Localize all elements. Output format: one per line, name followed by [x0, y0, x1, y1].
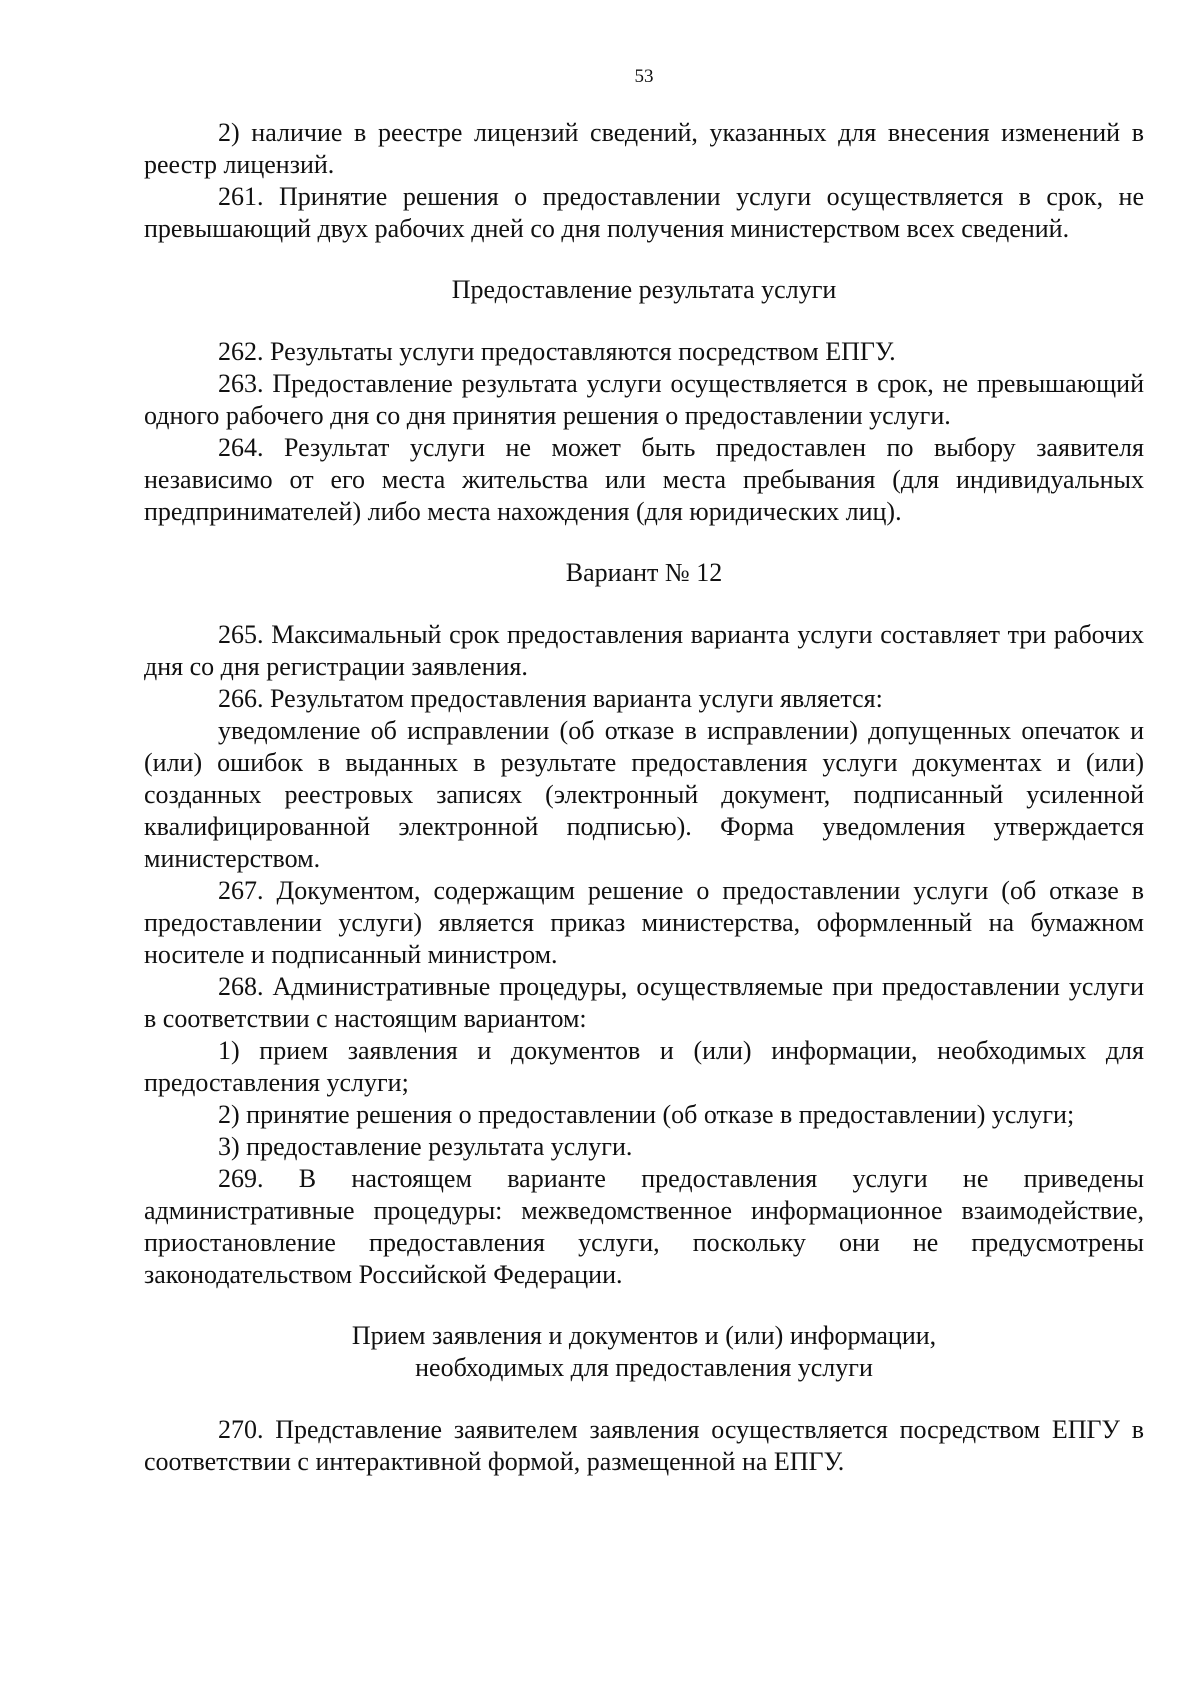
paragraph-269: 269. В настоящем варианте предоставления услуги не приведены административные процедуры: межведомственное информационное взаимодействие, приостановление предоставления услуги, поскольку они не предусмотрены законодательством Российской Федерации.	[144, 1164, 1144, 1289]
paragraph-266-notification: уведомление об исправлении (об отказе в исправлении) допущенных опечаток и (или) ошибок в выданных в результате предоставления услуги документах и (или) созданных реестровых записях (электронный документ, подписанный усиленной квалифицированной электронной подписью). Форма уведомления утверждается министерством.	[144, 716, 1144, 873]
heading-variant: Вариант № 12	[565, 558, 723, 587]
paragraph-268-item-3: 3) предоставление результата услуги.	[218, 1132, 633, 1161]
page-number: 53	[634, 66, 654, 87]
paragraph-268-item-2: 2) принятие решения о предоставлении (об отказе в предоставлении) услуги;	[218, 1100, 1075, 1129]
paragraph-268: 268. Административные процедуры, осуществляемые при предоставлении услуги в соответствии с настоящим вариантом:	[144, 972, 1144, 1033]
paragraph-263: 263. Предоставление результата услуги осуществляется в срок, не превышающий одного рабочего дня со дня принятия решения о предоставлении услуги.	[144, 369, 1144, 430]
paragraph-264: 264. Результат услуги не может быть предоставлен по выбору заявителя независимо от его места жительства или места пребывания (для индивидуальных предпринимателей) либо места нахождения (для юридических лиц).	[144, 433, 1144, 526]
heading-application-intake-line-1: Прием заявления и документов и (или) информации,	[351, 1321, 937, 1350]
document-body	[144, 117, 1144, 1478]
paragraph-item-2: 2) наличие в реестре лицензий сведений, указанных для внесения изменений в реестр лицензий.	[144, 118, 1144, 179]
paragraph-268-item-1: 1) прием заявления и документов и (или) информации, необходимых для предоставления услуги;	[144, 1036, 1144, 1097]
paragraph-266: 266. Результатом предоставления варианта услуги является:	[218, 684, 883, 713]
paragraph-267: 267. Документом, содержащим решение о предоставлении услуги (об отказе в предоставлении услуги) является приказ министерства, оформленный на бумажном носителе и подписанный министром.	[144, 876, 1144, 969]
heading-application-intake-line-2: необходимых для предоставления услуги	[415, 1353, 873, 1382]
paragraph-262: 262. Результаты услуги предоставляются посредством ЕПГУ.	[218, 337, 896, 366]
paragraph-265: 265. Максимальный срок предоставления варианта услуги составляет три рабочих дня со дня регистрации заявления.	[144, 620, 1144, 681]
paragraph-261: 261. Принятие решения о предоставлении услуги осуществляется в срок, не превышающий двух рабочих дней со дня получения министерством всех сведений.	[144, 182, 1144, 243]
paragraph-270: 270. Представление заявителем заявления осуществляется посредством ЕПГУ в соответствии с интерактивной формой, размещенной на ЕПГУ.	[144, 1415, 1144, 1476]
heading-application-intake	[144, 1320, 1144, 1384]
heading-result-provision: Предоставление результата услуги	[451, 275, 837, 304]
